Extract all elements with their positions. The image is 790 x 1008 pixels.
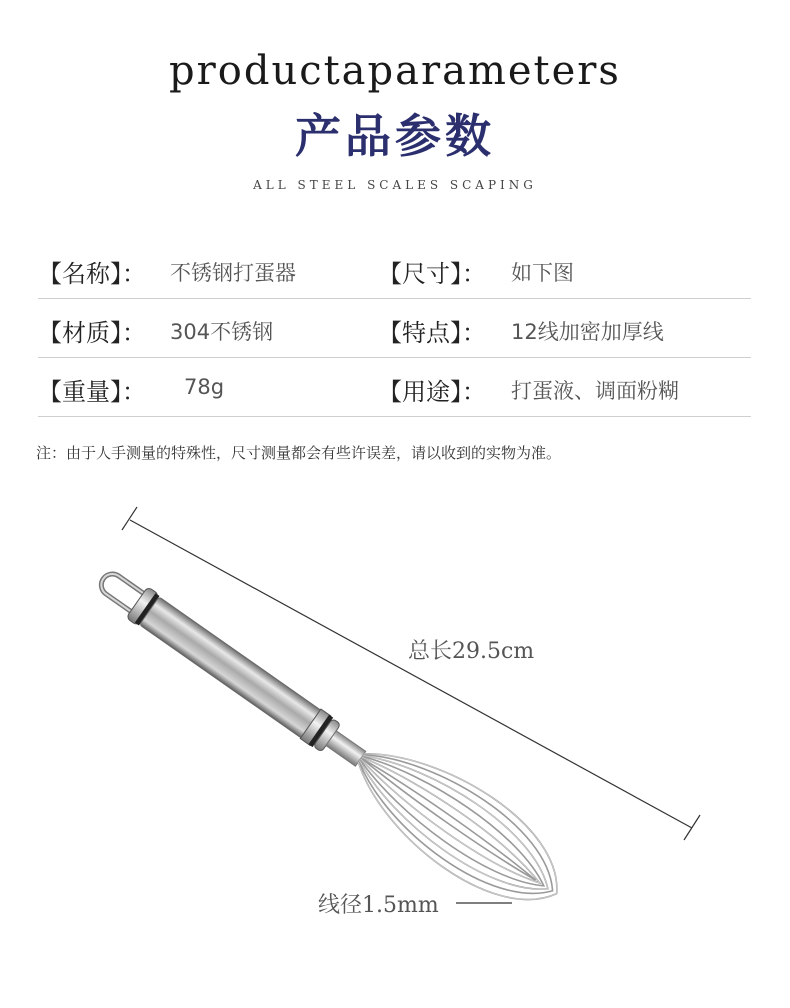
param-label-weight: 【重量】： bbox=[38, 378, 146, 406]
param-label-feature: 【特点】： bbox=[378, 319, 486, 347]
param-label-usage: 【用途】： bbox=[378, 378, 486, 406]
measurement-note: 注：由于人手测量的特殊性，尺寸测量都会有些许误差，请以收到的实物为准。 bbox=[36, 444, 562, 462]
param-label-size: 【尺寸】： bbox=[378, 260, 486, 288]
chinese-title: 产品参数 bbox=[295, 109, 495, 163]
param-row-2 bbox=[38, 299, 751, 358]
param-row-1 bbox=[38, 240, 751, 299]
total-length-label: 总长29.5cm bbox=[408, 639, 535, 664]
param-value-size: 如下图 bbox=[511, 261, 574, 285]
english-title: productaparameters bbox=[169, 48, 621, 94]
param-row-3 bbox=[38, 358, 751, 417]
param-value-weight: 78g bbox=[184, 375, 225, 399]
param-value-feature: 12线加密加厚线 bbox=[511, 320, 664, 344]
wire-diameter-label: 线径1.5mm bbox=[318, 893, 439, 918]
whisk-illustration bbox=[0, 490, 790, 1008]
param-label-name: 【名称】： bbox=[38, 260, 146, 288]
param-value-usage: 打蛋液、调面粉糊 bbox=[511, 379, 679, 403]
parameter-table bbox=[38, 240, 751, 417]
param-label-material: 【材质】： bbox=[38, 319, 146, 347]
param-value-name: 不锈钢打蛋器 bbox=[170, 261, 296, 285]
whisk-product bbox=[80, 543, 581, 929]
subtitle: ALL STEEL SCALES SCAPING bbox=[253, 178, 537, 192]
param-value-material: 304不锈钢 bbox=[170, 320, 274, 344]
